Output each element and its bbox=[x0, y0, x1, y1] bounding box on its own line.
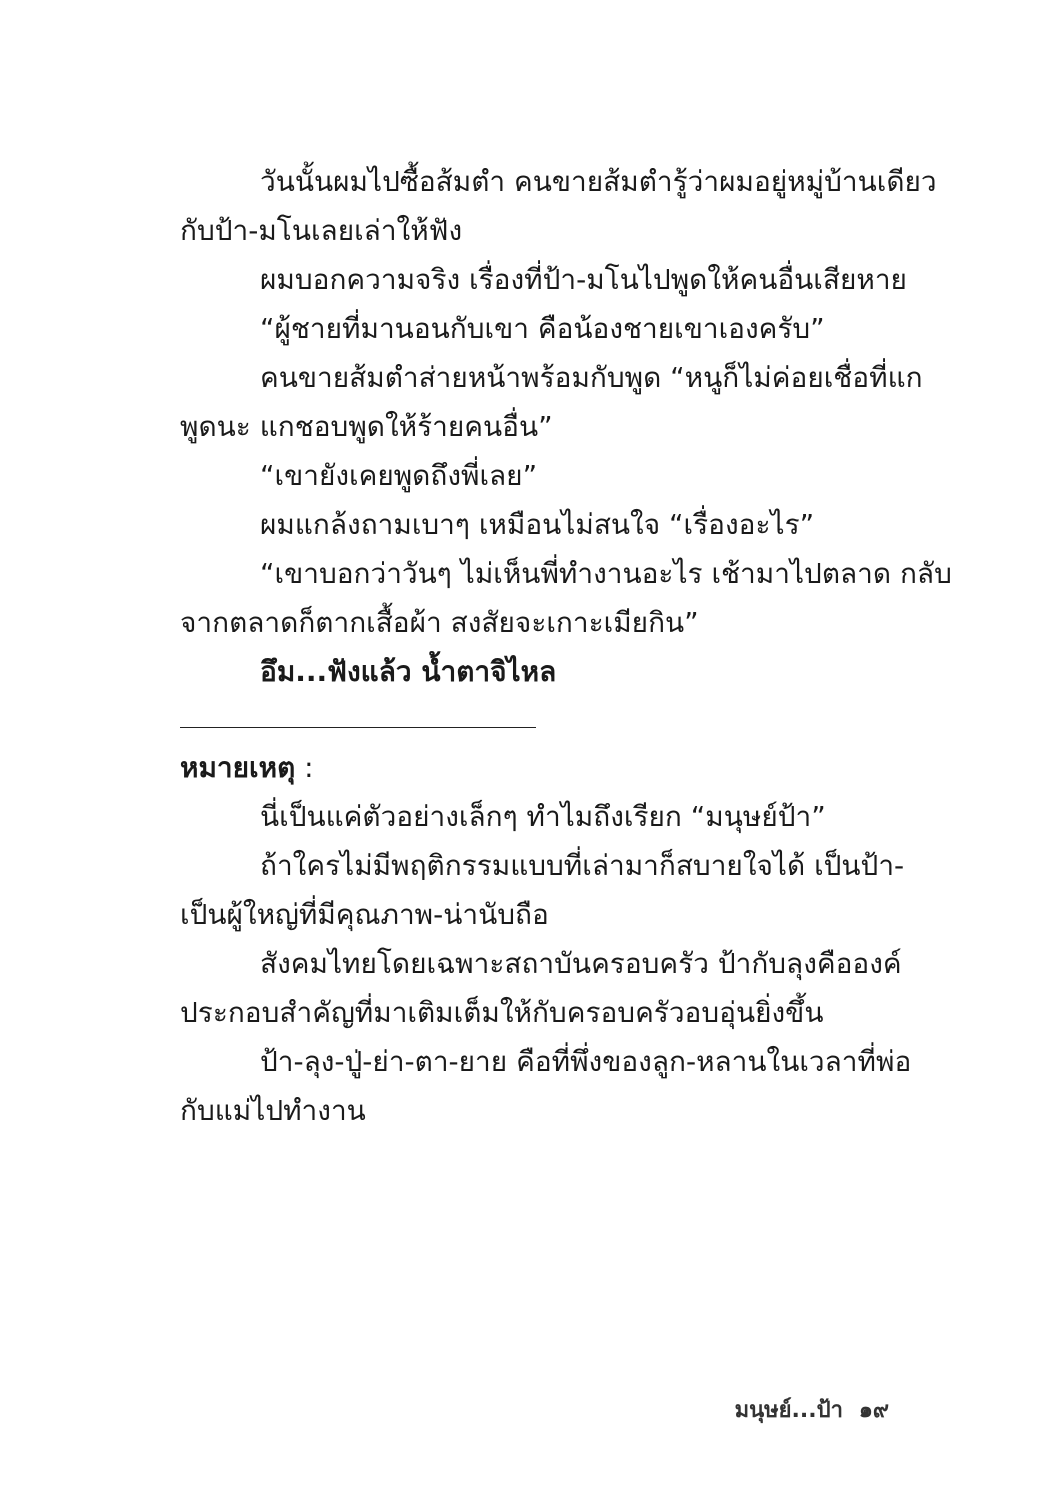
paragraph-line: ผมบอกความจริง เรื่องที่ป้า-มโนไปพูดให้คนอื่นเสียหาย bbox=[260, 263, 907, 296]
paragraph-line: ถ้าใครไม่มีพฤติกรรมแบบที่เล่ามาก็สบายใจได้ เป็นป้า- bbox=[260, 849, 905, 882]
paragraph-line: วันนั้นผมไปซื้อส้มตำ คนขายส้มตำรู้ว่าผมอยู่หมู่บ้านเดียว bbox=[260, 165, 937, 198]
page-number: ๑๙ bbox=[858, 1398, 889, 1423]
paragraph-line: ป้า-ลุง-ปู่-ย่า-ตา-ยาย คือที่พึ่งของลูก-หลานในเวลาที่พ่อ bbox=[260, 1045, 912, 1078]
paragraph-line: “เขายังเคยพูดถึงพี่เลย” bbox=[260, 459, 538, 492]
emphasis-line: อึม...ฟังแล้ว น้ำตาจิไหล bbox=[260, 655, 557, 688]
paragraph-line: ประกอบสำคัญที่มาเติมเต็มให้กับครอบครัวอบอุ่นยิ่งขึ้น bbox=[180, 996, 824, 1029]
page-footer bbox=[735, 1392, 889, 1427]
note-heading-colon: : bbox=[295, 751, 314, 784]
paragraph-line: กับป้า-มโนเลยเล่าให้ฟัง bbox=[180, 214, 463, 247]
note-heading-line bbox=[180, 744, 314, 792]
paragraph-line: สังคมไทยโดยเฉพาะสถาบันครอบครัว ป้ากับลุงคือองค์ bbox=[260, 947, 902, 980]
paragraph-line: “ผู้ชายที่มานอนกับเขา คือน้องชายเขาเองครับ” bbox=[260, 312, 825, 345]
paragraph-line: คนขายส้มตำส่ายหน้าพร้อมกับพูด “หนูก็ไม่ค่อยเชื่อที่แก bbox=[260, 361, 923, 394]
note-heading: หมายเหตุ bbox=[180, 751, 296, 784]
paragraph-line: “เขาบอกว่าวันๆ ไม่เห็นพี่ทำงานอะไร เช้ามาไปตลาด กลับ bbox=[260, 557, 952, 590]
running-title: มนุษย์...ป้า bbox=[734, 1398, 843, 1423]
paragraph-line: จากตลาดก็ตากเสื้อผ้า สงสัยจะเกาะเมียกิน” bbox=[180, 606, 699, 639]
paragraph-line: พูดนะ แกชอบพูดให้ร้ายคนอื่น” bbox=[180, 410, 553, 443]
paragraph-line: เป็นผู้ใหญ่ที่มีคุณภาพ-น่านับถือ bbox=[180, 898, 549, 931]
paragraph-line: นี่เป็นแค่ตัวอย่างเล็กๆ ทำไมถึงเรียก “มนุษย์ป้า” bbox=[260, 800, 826, 833]
paragraph-line: กับแม่ไปทำงาน bbox=[180, 1094, 366, 1127]
paragraph-line: ผมแกล้งถามเบาๆ เหมือนไม่สนใจ “เรื่องอะไร” bbox=[260, 508, 815, 541]
footnote-divider bbox=[180, 727, 536, 728]
